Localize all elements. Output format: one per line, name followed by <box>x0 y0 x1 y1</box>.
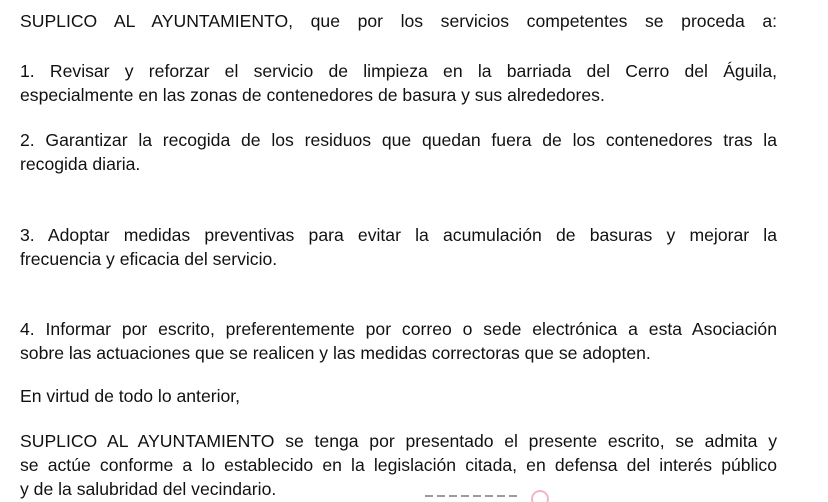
item-2-line-1: 2. Garantizar la recogida de los residuos que quedan fuera de los contenedores tras la <box>20 130 777 150</box>
stamp-dash <box>473 495 481 497</box>
stamp-dash <box>509 495 517 497</box>
item-4-paragraph <box>20 317 777 365</box>
stamp-dash <box>461 495 469 497</box>
item-3-line-2: frecuencia y eficacia del servicio. <box>20 249 278 269</box>
stamp-dash <box>437 495 445 497</box>
closing-paragraph <box>20 429 777 501</box>
item-1-paragraph <box>20 59 777 107</box>
transition-paragraph <box>20 384 777 408</box>
item-1-line-2: especialmente en las zonas de contenedores de basura y sus alrededores. <box>20 85 605 105</box>
stamp-seal-icon <box>531 490 549 502</box>
stamp-dash <box>485 495 493 497</box>
item-4-line-2: sobre las actuaciones que se realicen y las medidas correctoras que se adopten. <box>20 343 651 363</box>
item-1-line-1: 1. Revisar y reforzar el servicio de limpieza en la barriada del Cerro del Águila, <box>20 61 777 81</box>
item-2-paragraph <box>20 128 777 176</box>
item-3-line-1: 3. Adoptar medidas preventivas para evitar la acumulación de basuras y mejorar la <box>20 225 777 245</box>
intro-paragraph <box>20 9 777 33</box>
stamp-fragment <box>425 490 555 502</box>
item-2-line-2: recogida diaria. <box>20 154 141 174</box>
transition-line: En virtud de todo lo anterior, <box>20 386 241 406</box>
intro-line: SUPLICO AL AYUNTAMIENTO, que por los servicios competentes se proceda a: <box>20 11 777 31</box>
closing-line-1: SUPLICO AL AYUNTAMIENTO se tenga por presentado el presente escrito, se admita y <box>20 431 777 451</box>
closing-line-3: y de la salubridad del vecindario. <box>20 479 277 499</box>
closing-line-2: se actúe conforme a lo establecido en la legislación citada, en defensa del interés público <box>20 455 777 475</box>
stamp-dash <box>497 495 505 497</box>
item-4-line-1: 4. Informar por escrito, preferentemente por correo o sede electrónica a esta Asociación <box>20 319 777 339</box>
item-3-paragraph <box>20 223 777 271</box>
stamp-dash <box>425 495 433 497</box>
stamp-dash <box>449 495 457 497</box>
